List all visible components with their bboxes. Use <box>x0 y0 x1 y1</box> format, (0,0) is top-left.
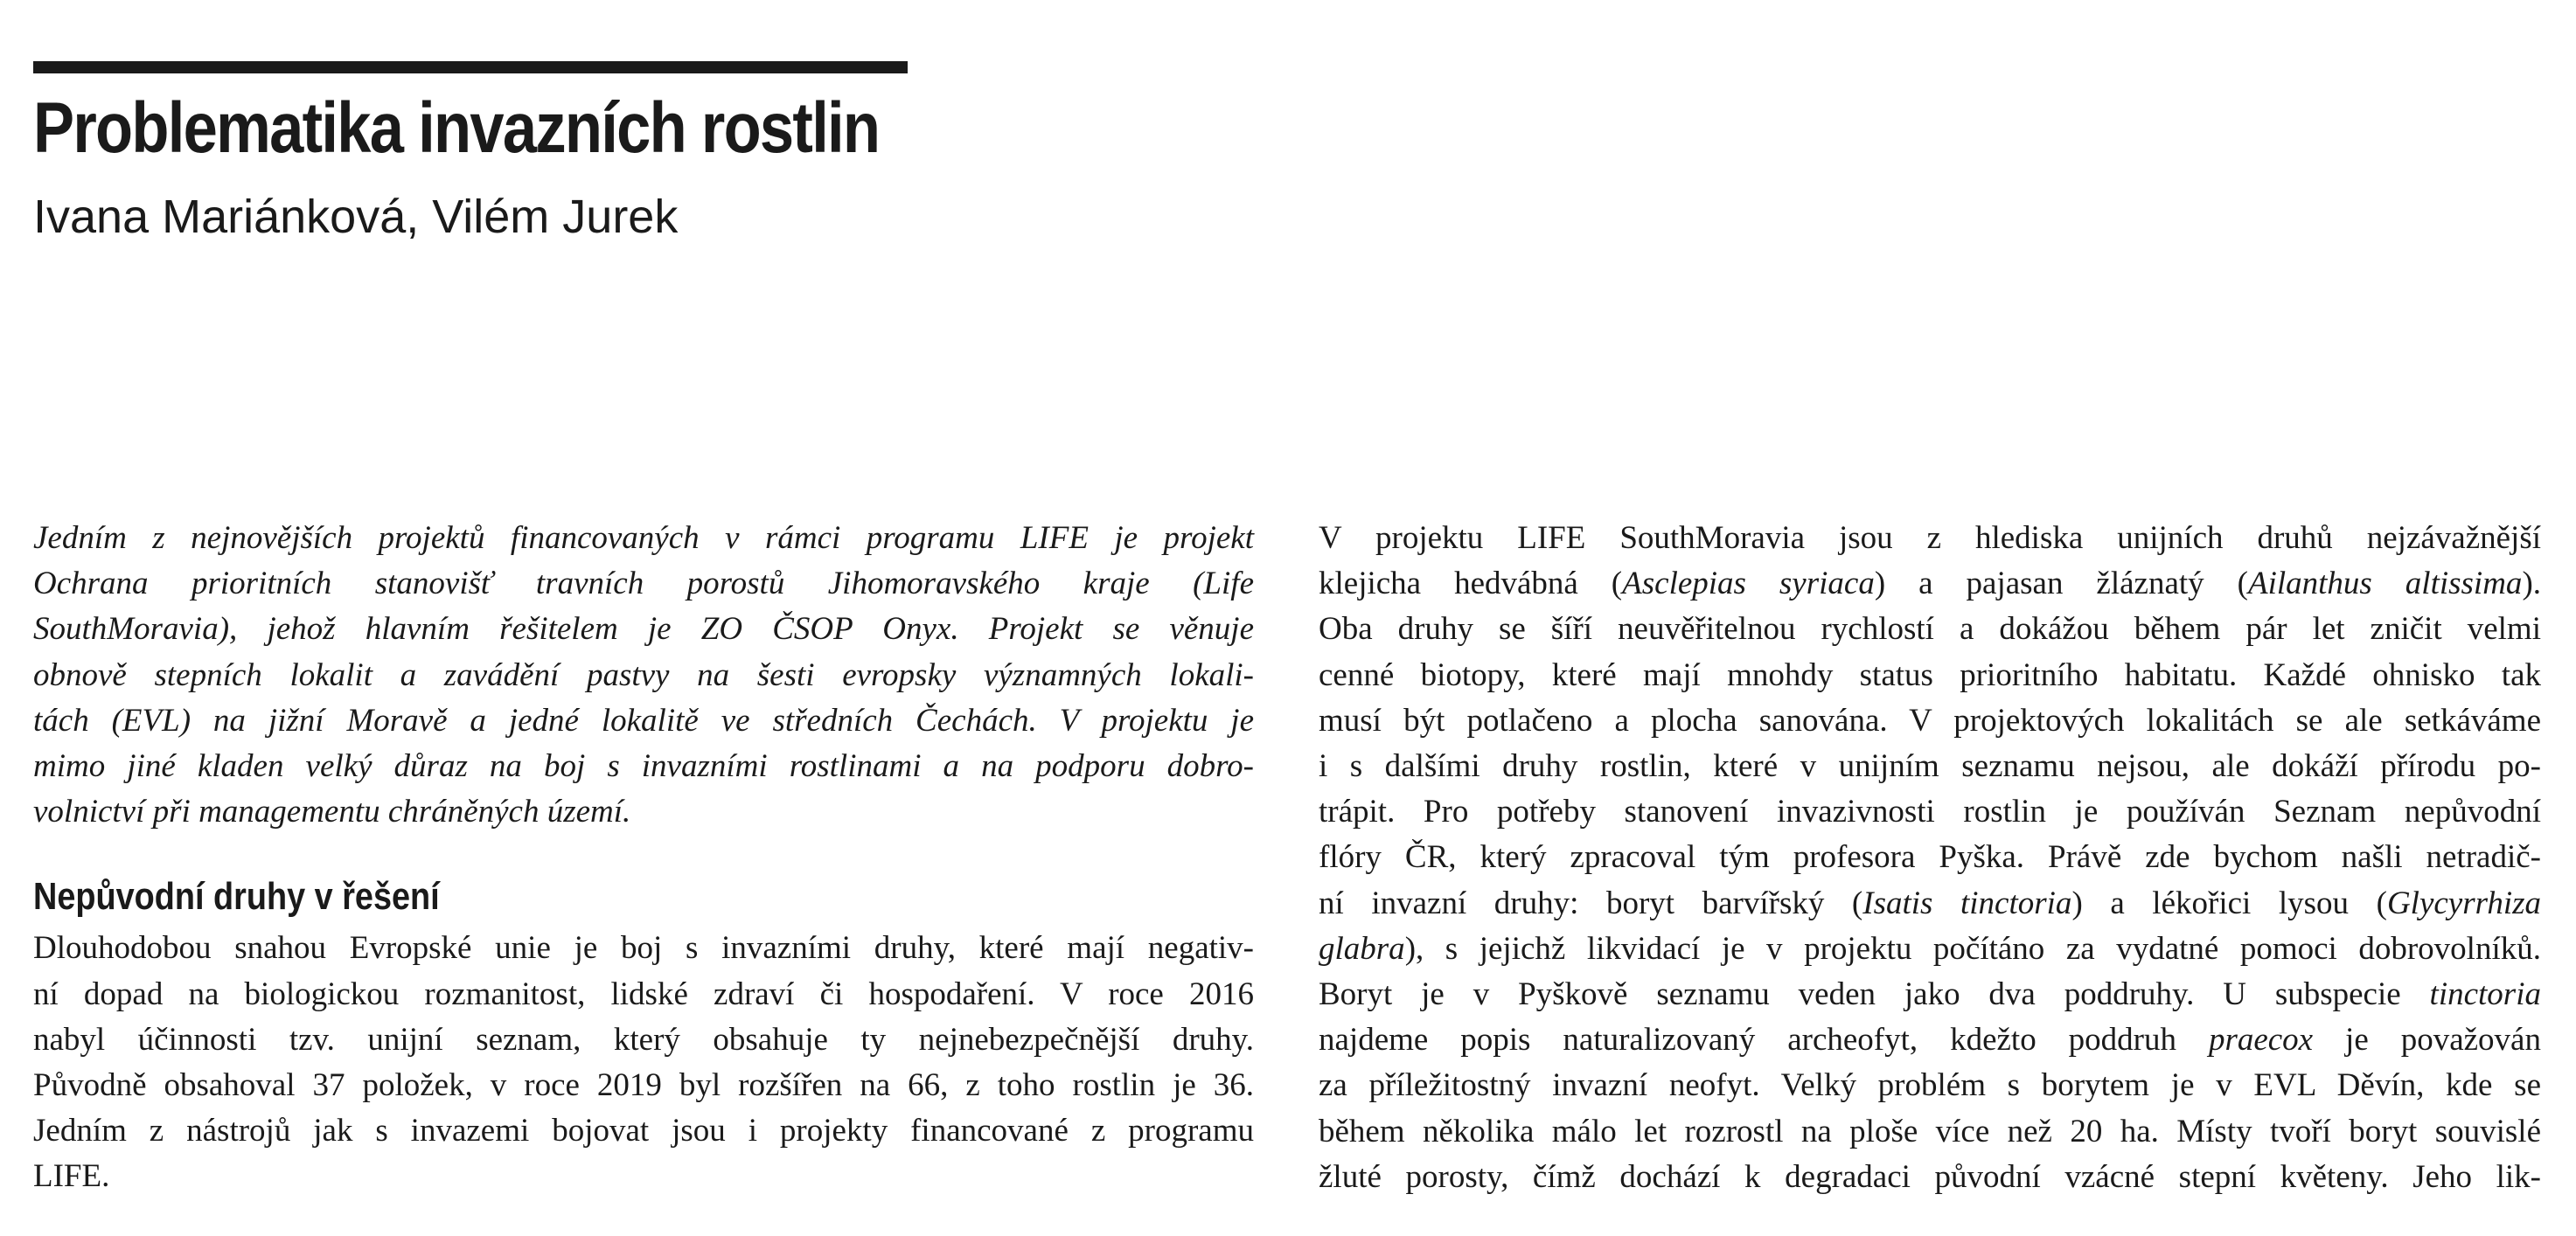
article-title: Problematika invazních rostlin <box>33 88 880 168</box>
section-heading: Nepůvodní druhy v řešení <box>33 875 440 919</box>
body-line: cenné biotopy, které mají mnohdy status prioritního habitatu. Každé ohnisko tak <box>1319 656 2541 693</box>
body-line: najdeme popis naturalizovaný archeofyt, kdežto poddruh praecox je považován <box>1319 1022 2541 1059</box>
body-line: trápit. Pro potřeby stanovení invazivnosti rostlin je používán Seznam nepůvodní <box>1319 794 2541 830</box>
species-name: Glycyrrhiza <box>2386 885 2542 921</box>
body-line: Dlouhodobou snahou Evropské unie je boj s invazními druhy, které mají negativ- <box>33 930 1254 967</box>
left-column <box>33 516 1254 1200</box>
species-name: Ailanthus altissima <box>2247 566 2523 602</box>
species-name: Asclepias syriaca <box>1622 566 1875 602</box>
body-line: během několika málo let rozrostl na ploše více než 20 ha. Místy tvoří boryt souvislé <box>1319 1113 2541 1149</box>
body-line: Jedním z nástrojů jak s invazemi bojovat jsou i projekty financované z programu <box>33 1113 1254 1149</box>
species-name: tinctoria <box>2429 976 2541 1013</box>
lead-line: volnictví při managementu chráněných území. <box>33 794 631 830</box>
species-name: praecox <box>2208 1022 2314 1059</box>
body-line: V projektu LIFE SouthMoravia jsou z hlediska unijních druhů nejzávažnější <box>1319 520 2541 556</box>
body-line: flóry ČR, který zpracoval tým profesora Pyška. Právě zde bychom našli netradič- <box>1319 839 2541 876</box>
body-line: Oba druhy se šíří neuvěřitelnou rychlostí a dokážou během pár let zničit velmi <box>1319 611 2541 648</box>
lead-line: tách (EVL) na jižní Moravě a jedné lokalitě ve středních Čechách. V projektu je <box>33 702 1254 739</box>
title-rule <box>33 61 908 73</box>
body-line: nabyl účinnosti tzv. unijní seznam, který obsahuje ty nejnebezpečnější druhy. <box>33 1021 1254 1058</box>
body-line: i s dalšími druhy rostlin, které v unijním seznamu nejsou, ale dokáží přírodu po- <box>1319 748 2541 785</box>
body-line: klejicha hedvábná (Asclepias syriaca) a pajasan žláznatý (Ailanthus altissima). <box>1319 566 2542 602</box>
body-line: musí být potlačeno a plocha sanována. V projektových lokalitách se ale setkáváme <box>1319 702 2541 739</box>
body-line: za příležitostný invazní neofyt. Velký problém s borytem je v EVL Děvín, kde se <box>1319 1067 2541 1104</box>
lead-line: Jedním z nejnovějších projektů financovaných v rámci programu LIFE je projekt <box>33 520 1254 556</box>
species-name: glabra <box>1319 930 1405 967</box>
body-line: Boryt je v Pyškově seznamu veden jako dva poddruhy. U subspecie tinctoria <box>1319 976 2541 1013</box>
body-line: Původně obsahoval 37 položek, v roce 2019 byl rozšířen na 66, z toho rostlin je 36. <box>33 1067 1254 1104</box>
lead-line: obnově stepních lokalit a zavádění pastvy na šesti evropsky významných lokali- <box>33 656 1254 693</box>
body-paragraph <box>33 926 1254 1199</box>
lead-line: SouthMoravia), jehož hlavním řešitelem je ZO ČSOP Onyx. Projekt se věnuje <box>33 611 1254 648</box>
lead-line: Ochrana prioritních stanovišť travních porostů Jihomoravského kraje (Life <box>33 566 1254 602</box>
lead-line: mimo jiné kladen velký důraz na boj s invazními rostlinami a na podporu dobro- <box>33 748 1254 785</box>
body-line: ní dopad na biologickou rozmanitost, lidské zdraví či hospodaření. V roce 2016 <box>33 976 1254 1012</box>
body-line: ní invazní druhy: boryt barvířský (Isatis tinctoria) a lékořici lysou (Glycyrrhiza <box>1319 885 2542 921</box>
article-authors: Ivana Mariánková, Vilém Jurek <box>33 191 679 243</box>
body-line: žluté porosty, čímž dochází k degradaci původní vzácné stepní květeny. Jeho lik- <box>1319 1158 2541 1195</box>
right-column <box>1319 516 2541 1200</box>
body-line: glabra), s jejichž likvidací je v projektu počítáno za vydatné pomoci dobrovolníků. <box>1319 930 2541 967</box>
species-name: Isatis tinctoria <box>1862 885 2072 921</box>
lead-paragraph <box>33 516 1254 835</box>
body-line: LIFE. <box>33 1158 110 1195</box>
